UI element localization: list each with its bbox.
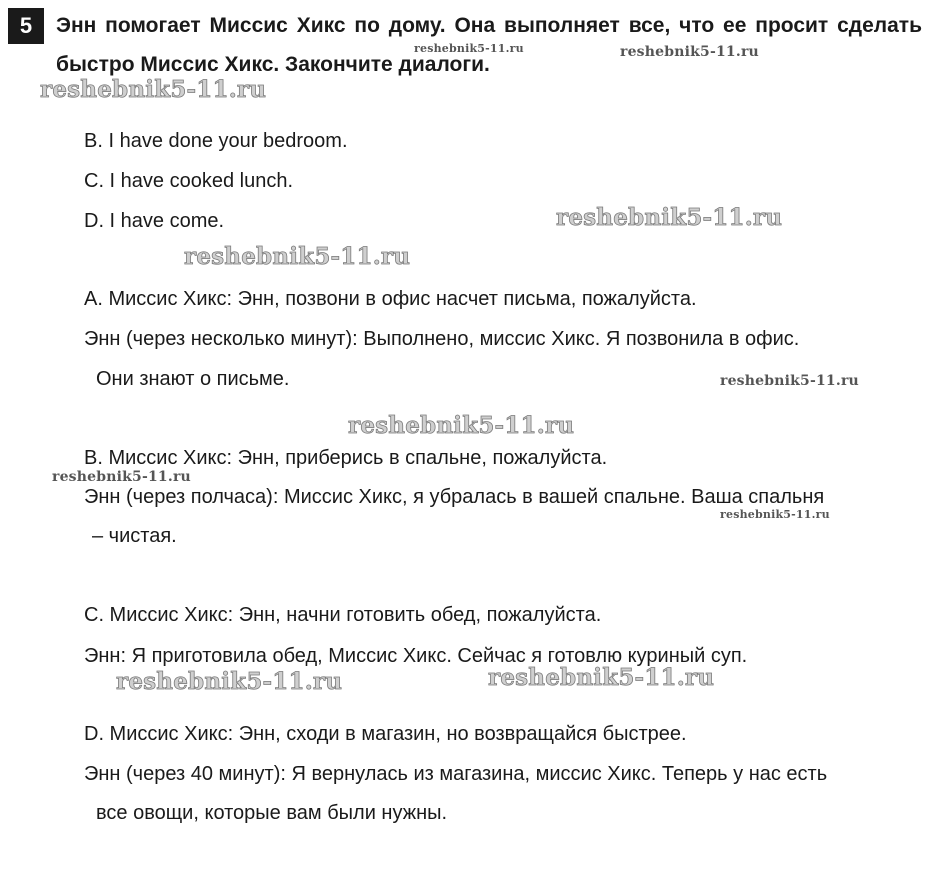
dialogue-c-request: С. Миссис Хикс: Энн, начни готовить обед, пожалуйста. <box>84 604 602 626</box>
dialogue-b-reply-line-2: – чистая. <box>92 525 177 547</box>
dialogue-a-reply-line-2: Они знают о письме. <box>96 368 290 390</box>
watermark: reshebnik5-11.ru <box>488 664 715 691</box>
dialogue-d-reply-line-2: все овощи, которые вам были нужны. <box>96 802 448 824</box>
watermark: reshebnik5-11.ru <box>40 76 267 103</box>
watermark: reshebnik5-11.ru <box>116 668 343 695</box>
task-number-badge: 5 <box>8 8 44 44</box>
watermark: reshebnik5-11.ru <box>414 42 524 55</box>
dialogue-c-reply: Энн: Я приготовила обед, Миссис Хикс. Сейчас я готовлю куриный суп. <box>84 645 748 667</box>
dialogue-d-request: D. Миссис Хикс: Энн, сходи в магазин, но возвращайся быстрее. <box>84 723 687 745</box>
option-c: C. I have cooked lunch. <box>84 170 294 192</box>
watermark: reshebnik5-11.ru <box>52 469 191 485</box>
watermark: reshebnik5-11.ru <box>348 412 575 439</box>
dialogue-d-reply-line-1: Энн (через 40 минут): Я вернулась из магазина, миссис Хикс. Теперь у нас есть <box>84 763 828 785</box>
dialogue-a-reply-line-1: Энн (через несколько минут): Выполнено, миссис Хикс. Я позвонила в офис. <box>84 328 800 350</box>
watermark: reshebnik5-11.ru <box>556 204 783 231</box>
option-b: B. I have done your bedroom. <box>84 130 348 152</box>
task-instructions: Энн помогает Миссис Хикс по дому. Она выполняет все, что ее просит сделать быстро Миссис Хикс. Закончите диалоги. <box>56 14 922 76</box>
dialogue-b-request: В. Миссис Хикс: Энн, приберись в спальне, пожалуйста. <box>84 447 608 469</box>
watermark: reshebnik5-11.ru <box>720 373 859 389</box>
watermark: reshebnik5-11.ru <box>184 243 411 270</box>
option-d: D. I have come. <box>84 210 225 232</box>
watermark: reshebnik5-11.ru <box>620 44 759 60</box>
dialogue-b-reply-line-1: Энн (через полчаса): Миссис Хикс, я убралась в вашей спальне. Ваша спальня <box>84 486 825 508</box>
watermark: reshebnik5-11.ru <box>720 508 830 521</box>
dialogue-a-request: А. Миссис Хикс: Энн, позвони в офис насчет письма, пожалуйста. <box>84 288 697 310</box>
